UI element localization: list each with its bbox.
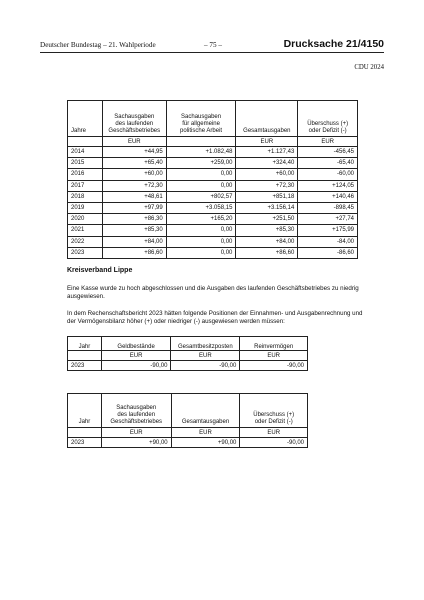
page-number: – 75 – (204, 41, 222, 49)
table-unit-row: EUR EUR EUR (68, 351, 308, 361)
header-surplus-deficit: Überschuss (+) oder Defizit (-) (298, 101, 358, 137)
table-row: 2023 +86,60 0,00 +86,60 -86,60 (68, 247, 358, 258)
paragraph-correction: In dem Rechenschaftsbericht 2023 hätten folgende Positionen der Einnahmen- und Ausgabenrechnung und der Vermögensbilanz höher (+) oder niedriger (-) ausgewiesen werden müssen: (67, 310, 363, 325)
table-row: 2020 +86,30 +165,20 +251,50 +27,74 (68, 214, 358, 225)
header-running-expenses: Sachausgaben des laufenden Geschäftsbetriebes (102, 101, 166, 137)
unit-cell: EUR (102, 137, 166, 147)
header-rule (40, 52, 384, 53)
unit-cell: EUR (236, 137, 298, 147)
table-header-row (68, 101, 358, 137)
table-unit-row: EUR EUR EUR (68, 428, 308, 438)
header-year: Jahr (68, 337, 102, 351)
header-total-expenses: Gesamtausgaben (171, 394, 240, 428)
table-row: 2021 +85,30 0,00 +85,30 +175,99 (68, 225, 358, 236)
header-running-expenses: Sachausgaben des laufenden Geschäftsbetriebes (101, 394, 171, 428)
table-row: 2017 +72,30 0,00 +72,30 +124,05 (68, 180, 358, 191)
header-year: Jahre (68, 101, 103, 137)
table-row: 2015 +65,40 +259,00 +324,40 -65,40 (68, 158, 358, 169)
header-year: Jahr (68, 394, 102, 428)
running-header: Deutscher Bundestag – 21. Wahlperiode (40, 41, 156, 49)
table-row: 2019 +97,99 +3.058,15 +3.156,14 -898,45 (68, 202, 358, 213)
paragraph-finding: Eine Kasse wurde zu hoch abgeschlossen und die Ausgaben des laufenden Geschäftsbetriebes zu niedrig ausgewiesen. (67, 285, 359, 300)
header-surplus-deficit: Überschuss (+) oder Defizit (-) (240, 394, 308, 428)
assets-table (67, 336, 308, 371)
header-total-assets: Gesamtbesitzposten (171, 337, 240, 351)
unit-cell: EUR (298, 137, 358, 147)
section-title: Kreisverband Lippe (67, 267, 133, 274)
header-total-expenses: Gesamtausgaben (236, 101, 298, 137)
party-year: CDU 2024 (354, 64, 384, 71)
table-header-row (68, 337, 308, 351)
header-political-expenses: Sachausgaben für allgemeine politische Arbeit (166, 101, 236, 137)
table-header-row (68, 394, 308, 428)
header-net-assets: Reinvermögen (240, 337, 308, 351)
table-row: 2023 -90,00 -90,00 -90,00 (68, 361, 308, 371)
document-number: Drucksache 21/4150 (283, 38, 384, 50)
table-row: 2022 +84,00 0,00 +84,00 -84,00 (68, 236, 358, 247)
unit-cell (166, 137, 236, 147)
table-row: 2014 +44,95 +1.082,48 +1.127,43 -456,45 (68, 147, 358, 158)
table-unit-row (68, 137, 358, 147)
table-row: 2018 +48,61 +802,57 +851,18 +140,46 (68, 191, 358, 202)
correction-expenses-table (67, 393, 308, 448)
table-row: 2023 +90,00 +90,00 -90,00 (68, 438, 308, 448)
expenses-table (67, 100, 358, 259)
table-row: 2016 +60,00 0,00 +60,00 -60,00 (68, 169, 358, 180)
header-cash: Geldbestände (101, 337, 171, 351)
